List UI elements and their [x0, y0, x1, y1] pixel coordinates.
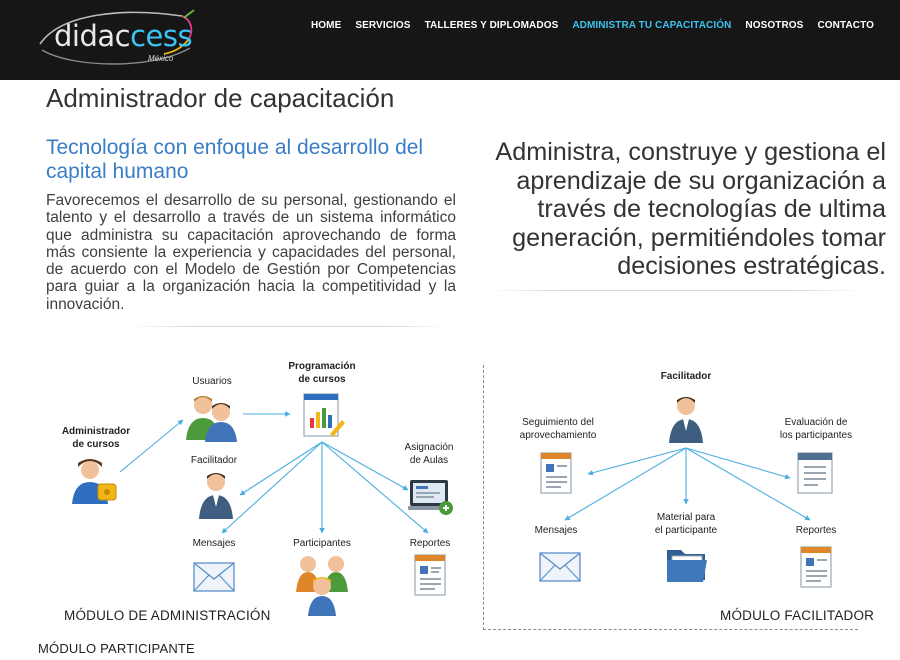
- seguimiento-document-icon: [538, 450, 574, 496]
- top-navigation-bar: [0, 0, 900, 80]
- divider: [486, 290, 866, 291]
- team-icon: [294, 552, 352, 616]
- label-mensajes: Mensajes: [192, 538, 236, 549]
- nav-home[interactable]: HOME: [310, 20, 342, 31]
- label-evaluacion: Evaluación de los participantes: [779, 417, 853, 441]
- label-fac-facilitador: Facilitador: [660, 371, 712, 382]
- report-chart-icon: [298, 390, 346, 440]
- didaccess-logo[interactable]: [32, 8, 200, 74]
- logo-wordmark-a: didac: [54, 19, 131, 53]
- document-icon: [412, 552, 448, 598]
- user-key-icon: [70, 456, 122, 506]
- nav-servicios[interactable]: SERVICIOS: [355, 20, 411, 31]
- intro-paragraph: Favorecemos el desarrollo de su personal, gestionando el talento y el desarrollo a través de un sistema informático que administra su capacitación aprovechando de forma más consiente la experiencia y capacidades del personal, de acuerdo con el Modelo de Gestión por Competencias para guiar a la organización hacia la competitividad y la innovación.: [46, 192, 456, 313]
- label-facilitador: Facilitador: [190, 455, 238, 466]
- main-menu: [311, 20, 874, 31]
- evaluacion-form-icon: [795, 450, 835, 496]
- highlight-quote: Administra, construye y gestiona el aprendizaje de su organización a través de tecnologías de ultima generación, permitiéndoles tomar decisiones estratégicas.: [495, 138, 886, 280]
- reportes-document-icon: [798, 544, 834, 590]
- logo-wordmark: [54, 19, 193, 53]
- section-subtitle: Tecnología con enfoque al desarrollo del capital humano: [46, 136, 424, 183]
- module-facilitador-label: MÓDULO FACILITADOR: [720, 608, 875, 623]
- module-admin-label: MÓDULO DE ADMINISTRACIÓN: [64, 608, 271, 623]
- facilitator-person-icon: [666, 394, 706, 444]
- envelope-icon: [192, 560, 236, 594]
- diagram-separator: [483, 365, 484, 630]
- label-programacion: Programación de cursos: [288, 361, 356, 385]
- nav-administra-capacitacion[interactable]: ADMINISTRA TU CAPACITACIÓN: [572, 20, 732, 31]
- page-title: Administrador de capacitación: [46, 83, 395, 113]
- label-fac-mensajes: Mensajes: [534, 525, 578, 536]
- label-usuarios: Usuarios: [192, 376, 232, 387]
- logo-wordmark-b: cess: [130, 19, 193, 53]
- label-reportes: Reportes: [409, 538, 451, 549]
- nav-nosotros[interactable]: NOSOTROS: [745, 20, 804, 31]
- label-administrador: Administrador de cursos: [61, 426, 131, 450]
- users-group-icon: [183, 392, 241, 442]
- diagram-bottom-line: [483, 629, 858, 630]
- module-participante-label: MÓDULO PARTICIPANTE: [38, 641, 195, 656]
- mensajes-envelope-icon: [538, 550, 582, 584]
- person-icon: [196, 470, 236, 520]
- logo-subtitle: México: [148, 54, 174, 63]
- label-fac-reportes: Reportes: [795, 525, 837, 536]
- monitor-icon: [408, 476, 454, 516]
- facilitator-connectors: [565, 448, 810, 520]
- label-participantes: Participantes: [293, 538, 351, 549]
- admin-connectors: [120, 414, 428, 533]
- folder-icon: [664, 544, 710, 584]
- label-material: Material para el participante: [654, 512, 718, 536]
- divider: [130, 326, 450, 327]
- label-asignacion: Asignación de Aulas: [404, 442, 454, 466]
- nav-contacto[interactable]: CONTACTO: [817, 20, 874, 31]
- label-seguimiento: Seguimiento del aprovechamiento: [519, 417, 597, 441]
- nav-talleres-diplomados[interactable]: TALLERES Y DIPLOMADOS: [424, 20, 559, 31]
